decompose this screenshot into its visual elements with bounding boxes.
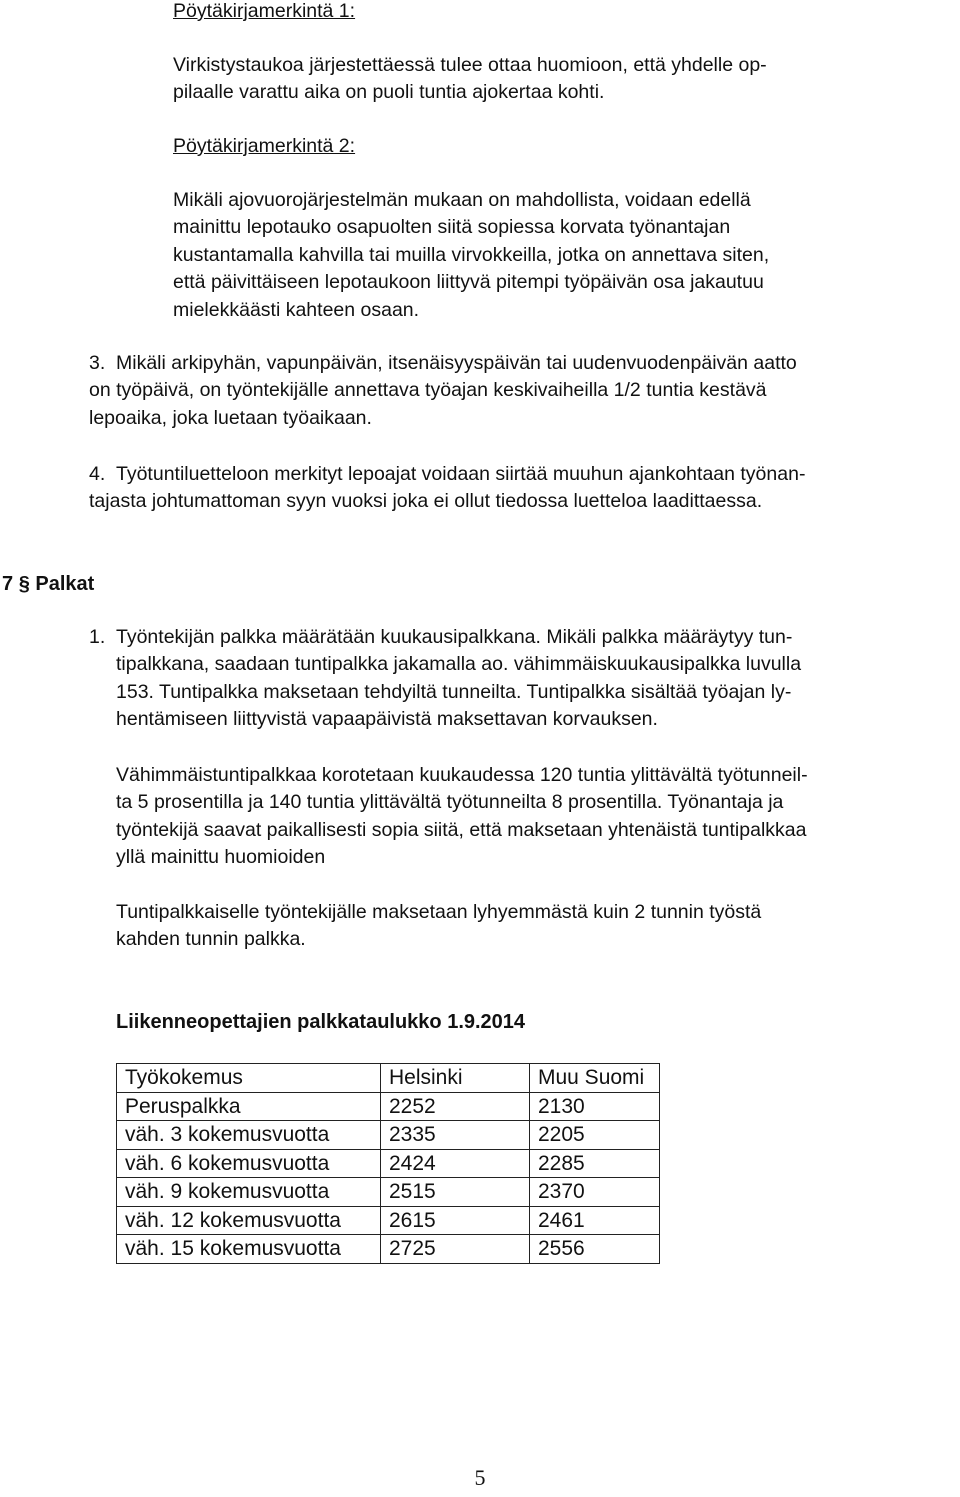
table-cell: väh. 9 kokemusvuotta (117, 1178, 381, 1207)
text-line: Mikäli arkipyhän, vapunpäivän, itsenäisyyspäivän tai uudenvuodenpäivän aatto (116, 352, 797, 374)
text-line: 153. Tuntipalkka maksetaan tehdyiltä tunneilta. Tuntipalkka sisältää työajan ly- (116, 680, 792, 703)
remark1-heading: Pöytäkirjamerkintä 1: (173, 0, 356, 22)
pay-table (116, 1063, 660, 1264)
text-line: Työntekijän palkka määrätään kuukausipalkkana. Mikäli palkka määräytyy tun- (116, 626, 793, 648)
table-row (117, 1235, 660, 1264)
table-row (117, 1092, 660, 1121)
table-header-cell: Muu Suomi (530, 1064, 660, 1093)
table-cell: 2515 (381, 1178, 530, 1207)
table-cell: 2335 (381, 1121, 530, 1150)
table-row (117, 1178, 660, 1207)
section-heading (2, 571, 94, 598)
text-line: Virkistystaukoa järjestettäessä tulee ottaa huomioon, että yhdelle op- (173, 54, 767, 76)
table-header-cell: Työkokemus (117, 1064, 381, 1093)
item1-number: 1. (89, 626, 106, 648)
table-row (117, 1149, 660, 1178)
text-line: ta 5 prosentilla ja 140 tuntia ylittävältä työtunneilta 8 prosentilla. Työnantaja ja (116, 791, 784, 814)
text-line: yllä mainittu huomioiden (116, 846, 326, 869)
table-header-row (117, 1064, 660, 1093)
table-cell: väh. 15 kokemusvuotta (117, 1235, 381, 1264)
text-line: mielekkäästi kahteen osaan. (173, 298, 420, 321)
item3-text (116, 350, 958, 377)
text-line: mainittu lepotauko osapuolten siitä sopiessa korvata työnantajan (173, 216, 731, 239)
text-line: Työtuntiluetteloon merkityt lepoajat voidaan siirtää muuhun ajankohtaan työnan- (116, 463, 806, 485)
minimum-wage-paragraph (116, 762, 958, 872)
section-number: 7 (2, 573, 14, 595)
text-line: tipalkkana, saadaan tuntipalkka jakamalla ao. vähimmäiskuukausipalkka luvulla (116, 653, 802, 676)
table-cell: 2556 (530, 1235, 660, 1264)
table-cell: 2252 (381, 1092, 530, 1121)
table-cell: väh. 3 kokemusvuotta (117, 1121, 381, 1150)
text-line: Vähimmäistuntipalkkaa korotetaan kuukaudessa 120 tuntia ylittävältä työtunneil- (116, 764, 808, 786)
remark2-heading: Pöytäkirjamerkintä 2: (173, 135, 356, 157)
hourly-wage-paragraph (116, 899, 958, 954)
table-cell: 2725 (381, 1235, 530, 1264)
table-cell: 2285 (530, 1149, 660, 1178)
table-cell: 2615 (381, 1206, 530, 1235)
item3-text-cont (89, 377, 958, 432)
table-cell: väh. 12 kokemusvuotta (117, 1206, 381, 1235)
text-line: on työpäivä, on työntekijälle annettava työajan keskivaiheilla 1/2 tuntia kestävä (89, 379, 767, 402)
section-title: Palkat (35, 573, 95, 595)
table-cell: 2461 (530, 1206, 660, 1235)
table-cell: 2424 (381, 1149, 530, 1178)
table-cell: väh. 6 kokemusvuotta (117, 1149, 381, 1178)
table-title: Liikenneopettajien palkkataulukko 1.9.2014 (116, 1011, 526, 1033)
item4-text-cont (89, 488, 958, 515)
table-cell: 2130 (530, 1092, 660, 1121)
table-cell: 2205 (530, 1121, 660, 1150)
item3-number: 3. (89, 352, 106, 374)
text-line: Tuntipalkkaiselle työntekijälle maksetaan lyhyemmästä kuin 2 tunnin työstä (116, 901, 762, 923)
table-row (117, 1206, 660, 1235)
item4-number: 4. (89, 463, 106, 485)
text-line: pilaalle varattu aika on puoli tuntia ajokertaa kohti. (173, 81, 605, 104)
text-line: työntekijä saavat paikallisesti sopia siitä, että maksetaan yhtenäistä tuntipalkkaa (116, 818, 807, 841)
table-cell: Peruspalkka (117, 1092, 381, 1121)
table-cell: 2370 (530, 1178, 660, 1207)
text-line: kustantamalla kahvilla tai muilla virvokkeilla, jotka on annettava siten, (173, 243, 770, 266)
text-line: että päivittäiseen lepotaukoon liittyvä pitempi työpäivän osa jakautuu (173, 271, 764, 294)
table-row (117, 1121, 660, 1150)
item4-text (116, 461, 958, 488)
table-header-cell: Helsinki (381, 1064, 530, 1093)
item1-text (116, 624, 958, 734)
remark1-text (173, 52, 893, 107)
section-symbol: § (18, 573, 30, 595)
text-line: tajasta johtumattoman syyn vuoksi joka ei ollut tiedossa luetteloa laadittaessa. (89, 490, 763, 513)
page-number: 5 (474, 1465, 486, 1490)
text-line: Mikäli ajovuorojärjestelmän mukaan on mahdollista, voidaan edellä (173, 189, 751, 211)
text-line: lepoaika, joka luetaan työaikaan. (89, 406, 372, 429)
remark2-text (173, 187, 908, 324)
text-line: hentämiseen liittyvistä vapaapäivistä maksettavan korvauksen. (116, 708, 658, 731)
text-line: kahden tunnin palkka. (116, 928, 306, 951)
